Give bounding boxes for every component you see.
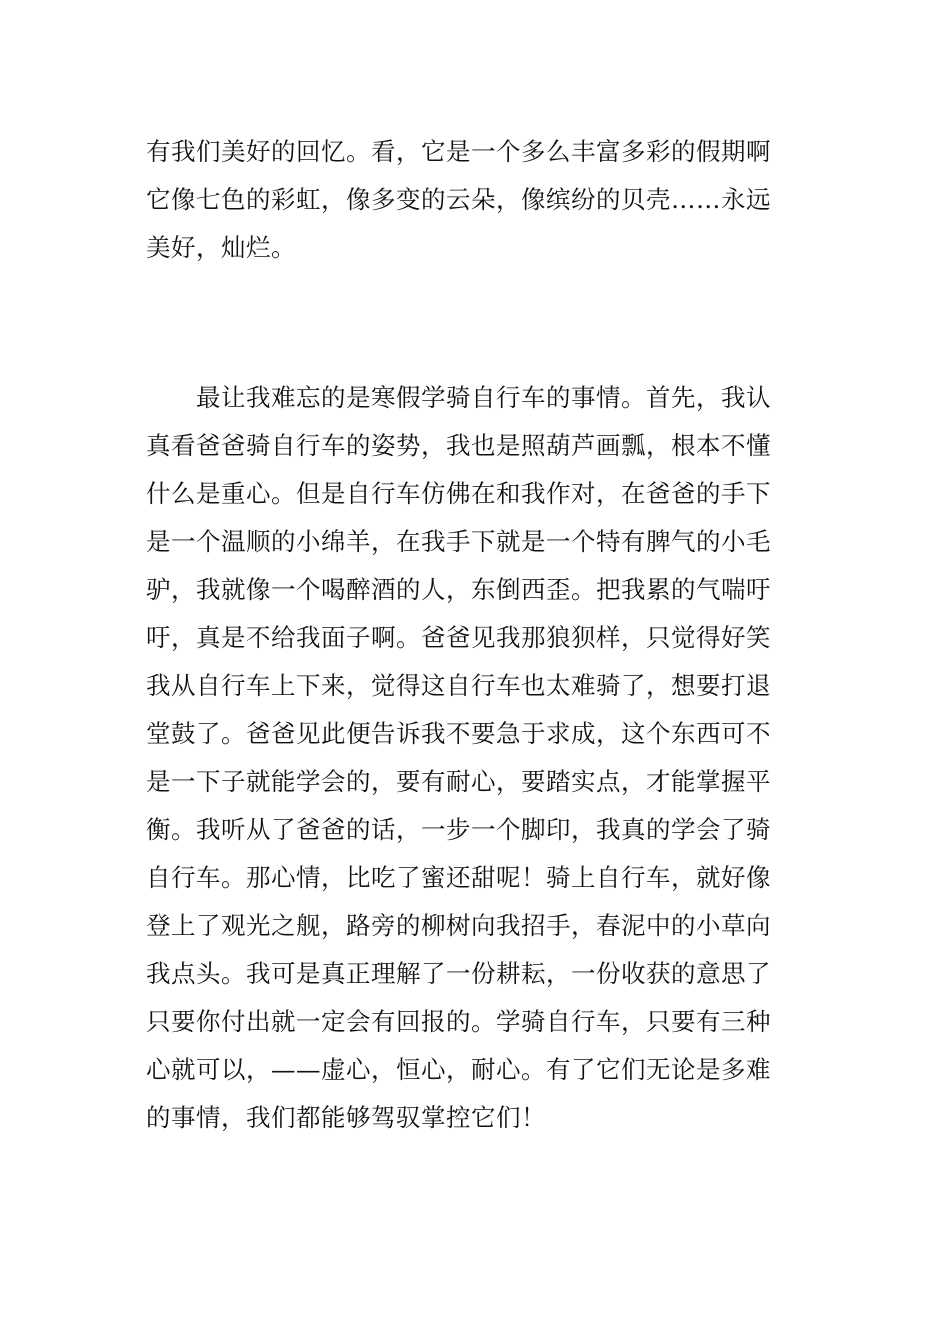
paragraph-2-line-1: 最让我难忘的是寒假学骑自行车的事情。首先，我认	[196, 383, 771, 412]
paragraph-2-line-11: 自行车。那心情，比吃了蜜还甜呢！骑上自行车，就好像	[146, 863, 771, 892]
paragraph-2-line-16: 的事情，我们都能够驾驭掌控它们！	[146, 1103, 546, 1132]
paragraph-2-line-4: 是一个温顺的小绵羊，在我手下就是一个特有脾气的小毛	[146, 527, 771, 556]
paragraph-2-line-3: 什么是重心。但是自行车仿佛在和我作对，在爸爸的手下	[146, 479, 771, 508]
paragraph-2-line-13: 我点头。我可是真正理解了一份耕耘，一份收获的意思了	[146, 959, 771, 988]
paragraph-2-line-9: 是一下子就能学会的，要有耐心，要踏实点，才能掌握平	[146, 767, 771, 796]
paragraph-2-line-10: 衡。我听从了爸爸的话，一步一个脚印，我真的学会了骑	[146, 815, 771, 844]
paragraph-2-line-15: 心就可以，——虚心，恒心，耐心。有了它们无论是多难	[146, 1055, 771, 1084]
paragraph-2-line-5: 驴，我就像一个喝醉酒的人，东倒西歪。把我累的气喘吁	[146, 575, 771, 604]
paragraph-1-line-1: 有我们美好的回忆。看，它是一个多么丰富多彩的假期啊	[146, 137, 771, 166]
paragraph-2-line-12: 登上了观光之舰，路旁的柳树向我招手，春泥中的小草向	[146, 911, 771, 940]
paragraph-2-line-7: 我从自行车上下来，觉得这自行车也太难骑了，想要打退	[146, 671, 771, 700]
paragraph-1-line-3: 美好，灿烂。	[146, 233, 296, 262]
paragraph-1-line-2: 它像七色的彩虹，像多变的云朵，像缤纷的贝壳……永远	[146, 185, 771, 214]
paragraph-2-line-2: 真看爸爸骑自行车的姿势，我也是照葫芦画瓢，根本不懂	[146, 431, 771, 460]
paragraph-2-line-6: 吁，真是不给我面子啊。爸爸见我那狼狈样，只觉得好笑	[146, 623, 771, 652]
paragraph-2-line-14: 只要你付出就一定会有回报的。学骑自行车，只要有三种	[146, 1007, 771, 1036]
paragraph-2-line-8: 堂鼓了。爸爸见此便告诉我不要急于求成，这个东西可不	[146, 719, 771, 748]
